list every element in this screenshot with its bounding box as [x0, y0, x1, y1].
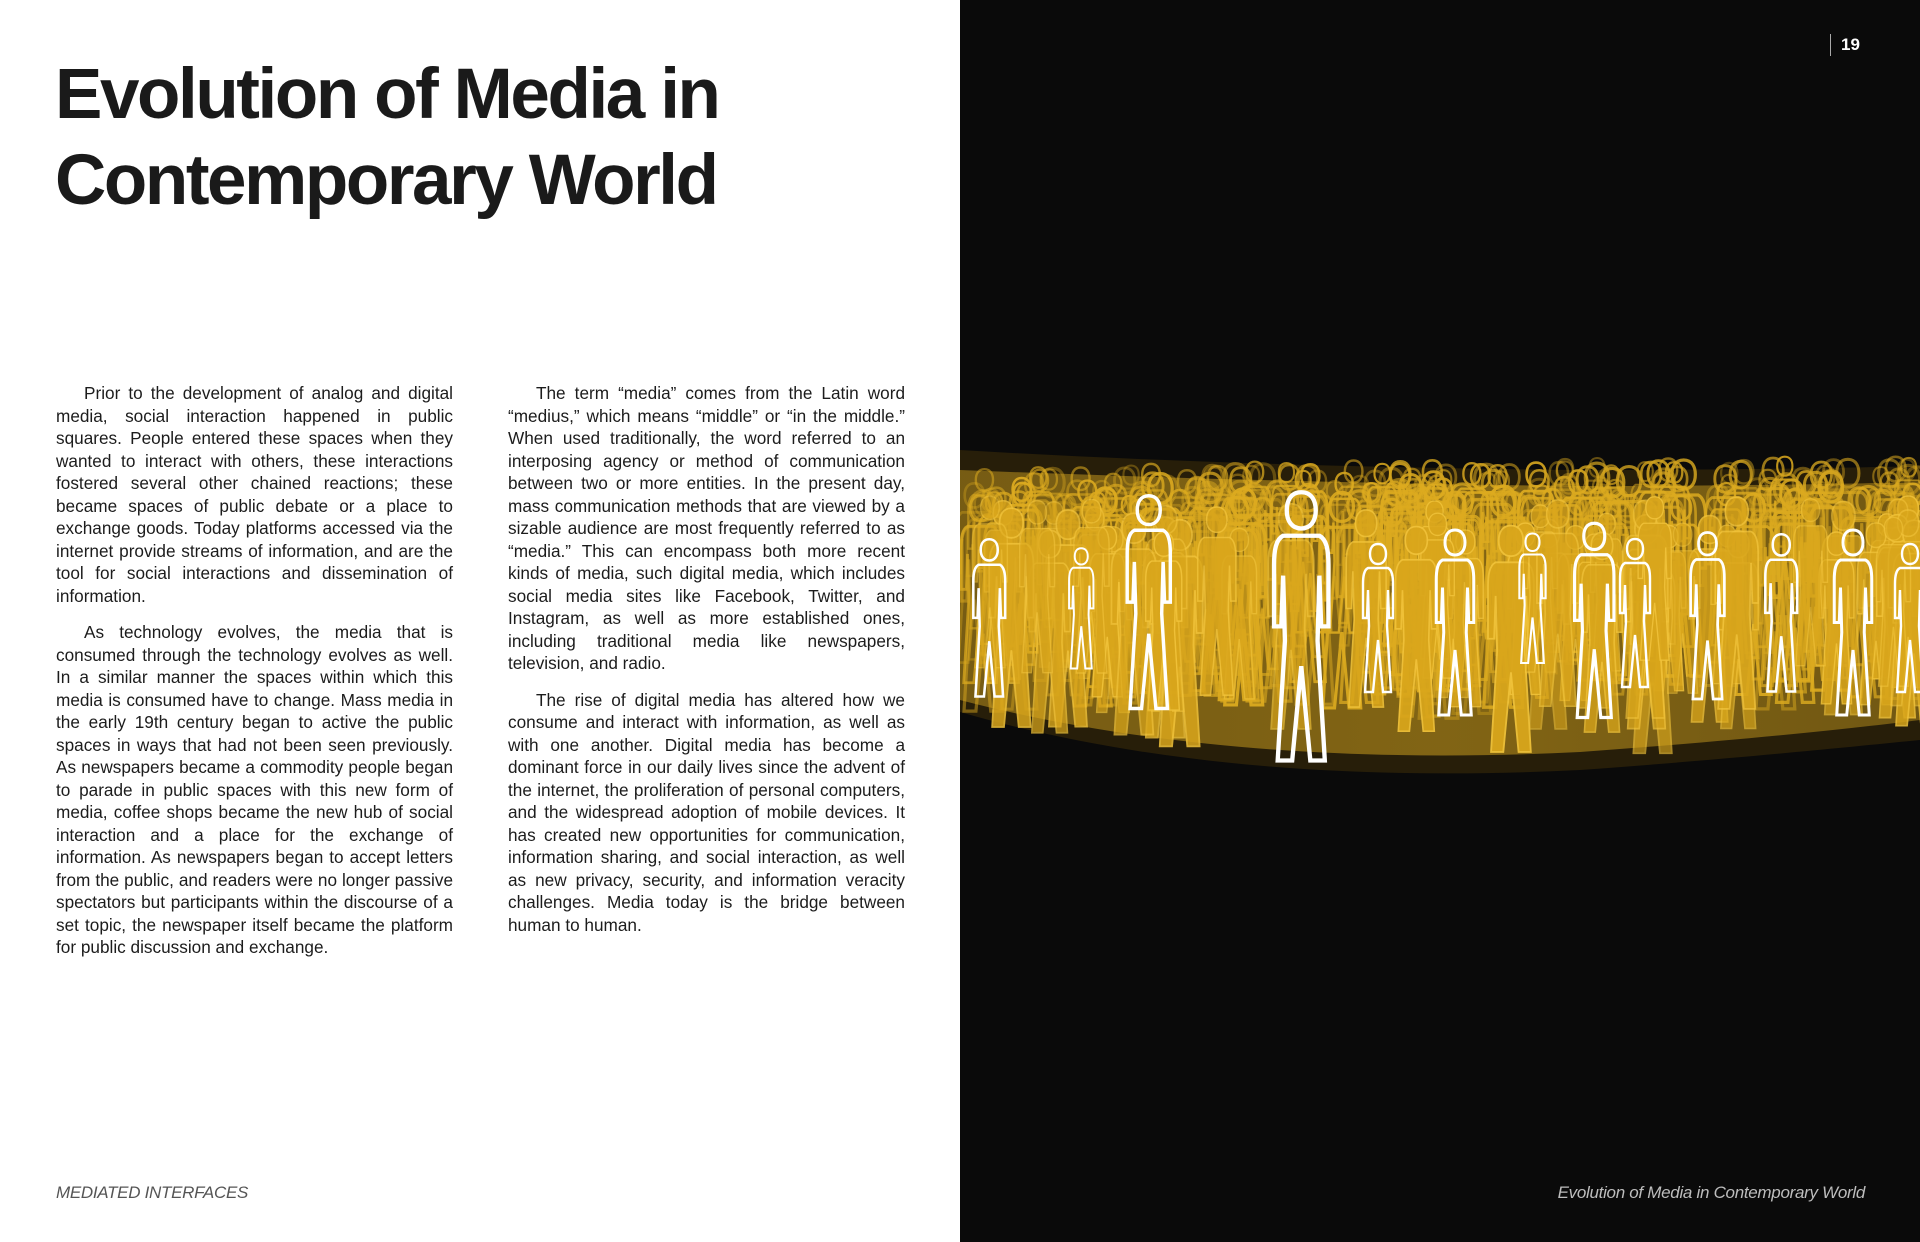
- page-number-divider: [1830, 34, 1831, 56]
- body-paragraph: The term “media” comes from the Latin word “medius,” which means “middle” or “in the middle.” When used traditionally, the word referred to an interposing agency or method of communication between two or more entities. In the present day, mass communication methods that are viewed by a sizable audience are most frequently referred to as “media.” This can encompass both more recent kinds of media, such digital media, which includes social media sites like Facebook, Twitter, and Instagram, as well as more established ones, including traditional media like newspapers, television, and radio.: [508, 383, 905, 673]
- page-title: [55, 52, 719, 224]
- page-number: 19: [1841, 35, 1860, 54]
- right-page: [960, 0, 1920, 1242]
- body-paragraph: As technology evolves, the media that is consumed through the technology evolves as well. In a similar manner the spaces within which this media is consumed have to change. Mass media in the early 19th century began to active the public spaces in ways that had not been seen previously. As newspapers became a commodity people began to parade in public spaces with this new form of media, coffee shops became the new hub of social interaction and a place for the exchange of information. As newspapers began to accept letters from the public, and readers were no longer passive spectators but participants within the discourse of a set topic, the newspaper itself became the platform for public discussion and exchange.: [56, 622, 453, 957]
- walking-crowd-illustration: [960, 0, 1920, 1242]
- running-footer-left: MEDIATED INTERFACES: [56, 1183, 249, 1202]
- body-paragraph: The rise of digital media has altered how we consume and interact with information, as well as with one another. Digital media has become a dominant force in our daily lives since the advent of the internet, the proliferation of personal computers, and the widespread adoption of mobile devices. It has created new opportunities for communication, information sharing, and social interaction, as well as new privacy, security, and information veracity challenges. Media today is the bridge between human to human.: [508, 689, 905, 935]
- text-column-1: [56, 382, 453, 973]
- body-paragraph: Prior to the development of analog and digital media, social interaction happened in public squares. People entered these spaces when they wanted to interact with others, these interactions fostered several other chained reactions; these became spaces of public debate or a place to exchange goods. Today platforms accessed via the internet provide streams of information, and are the tool for social interactions and dissemination of information.: [56, 383, 453, 606]
- text-column-2: [508, 382, 905, 950]
- title-line-2: Contemporary World: [55, 141, 717, 220]
- title-line-1: Evolution of Media in: [55, 55, 719, 134]
- running-footer-right: Evolution of Media in Contemporary World: [1557, 1183, 1865, 1202]
